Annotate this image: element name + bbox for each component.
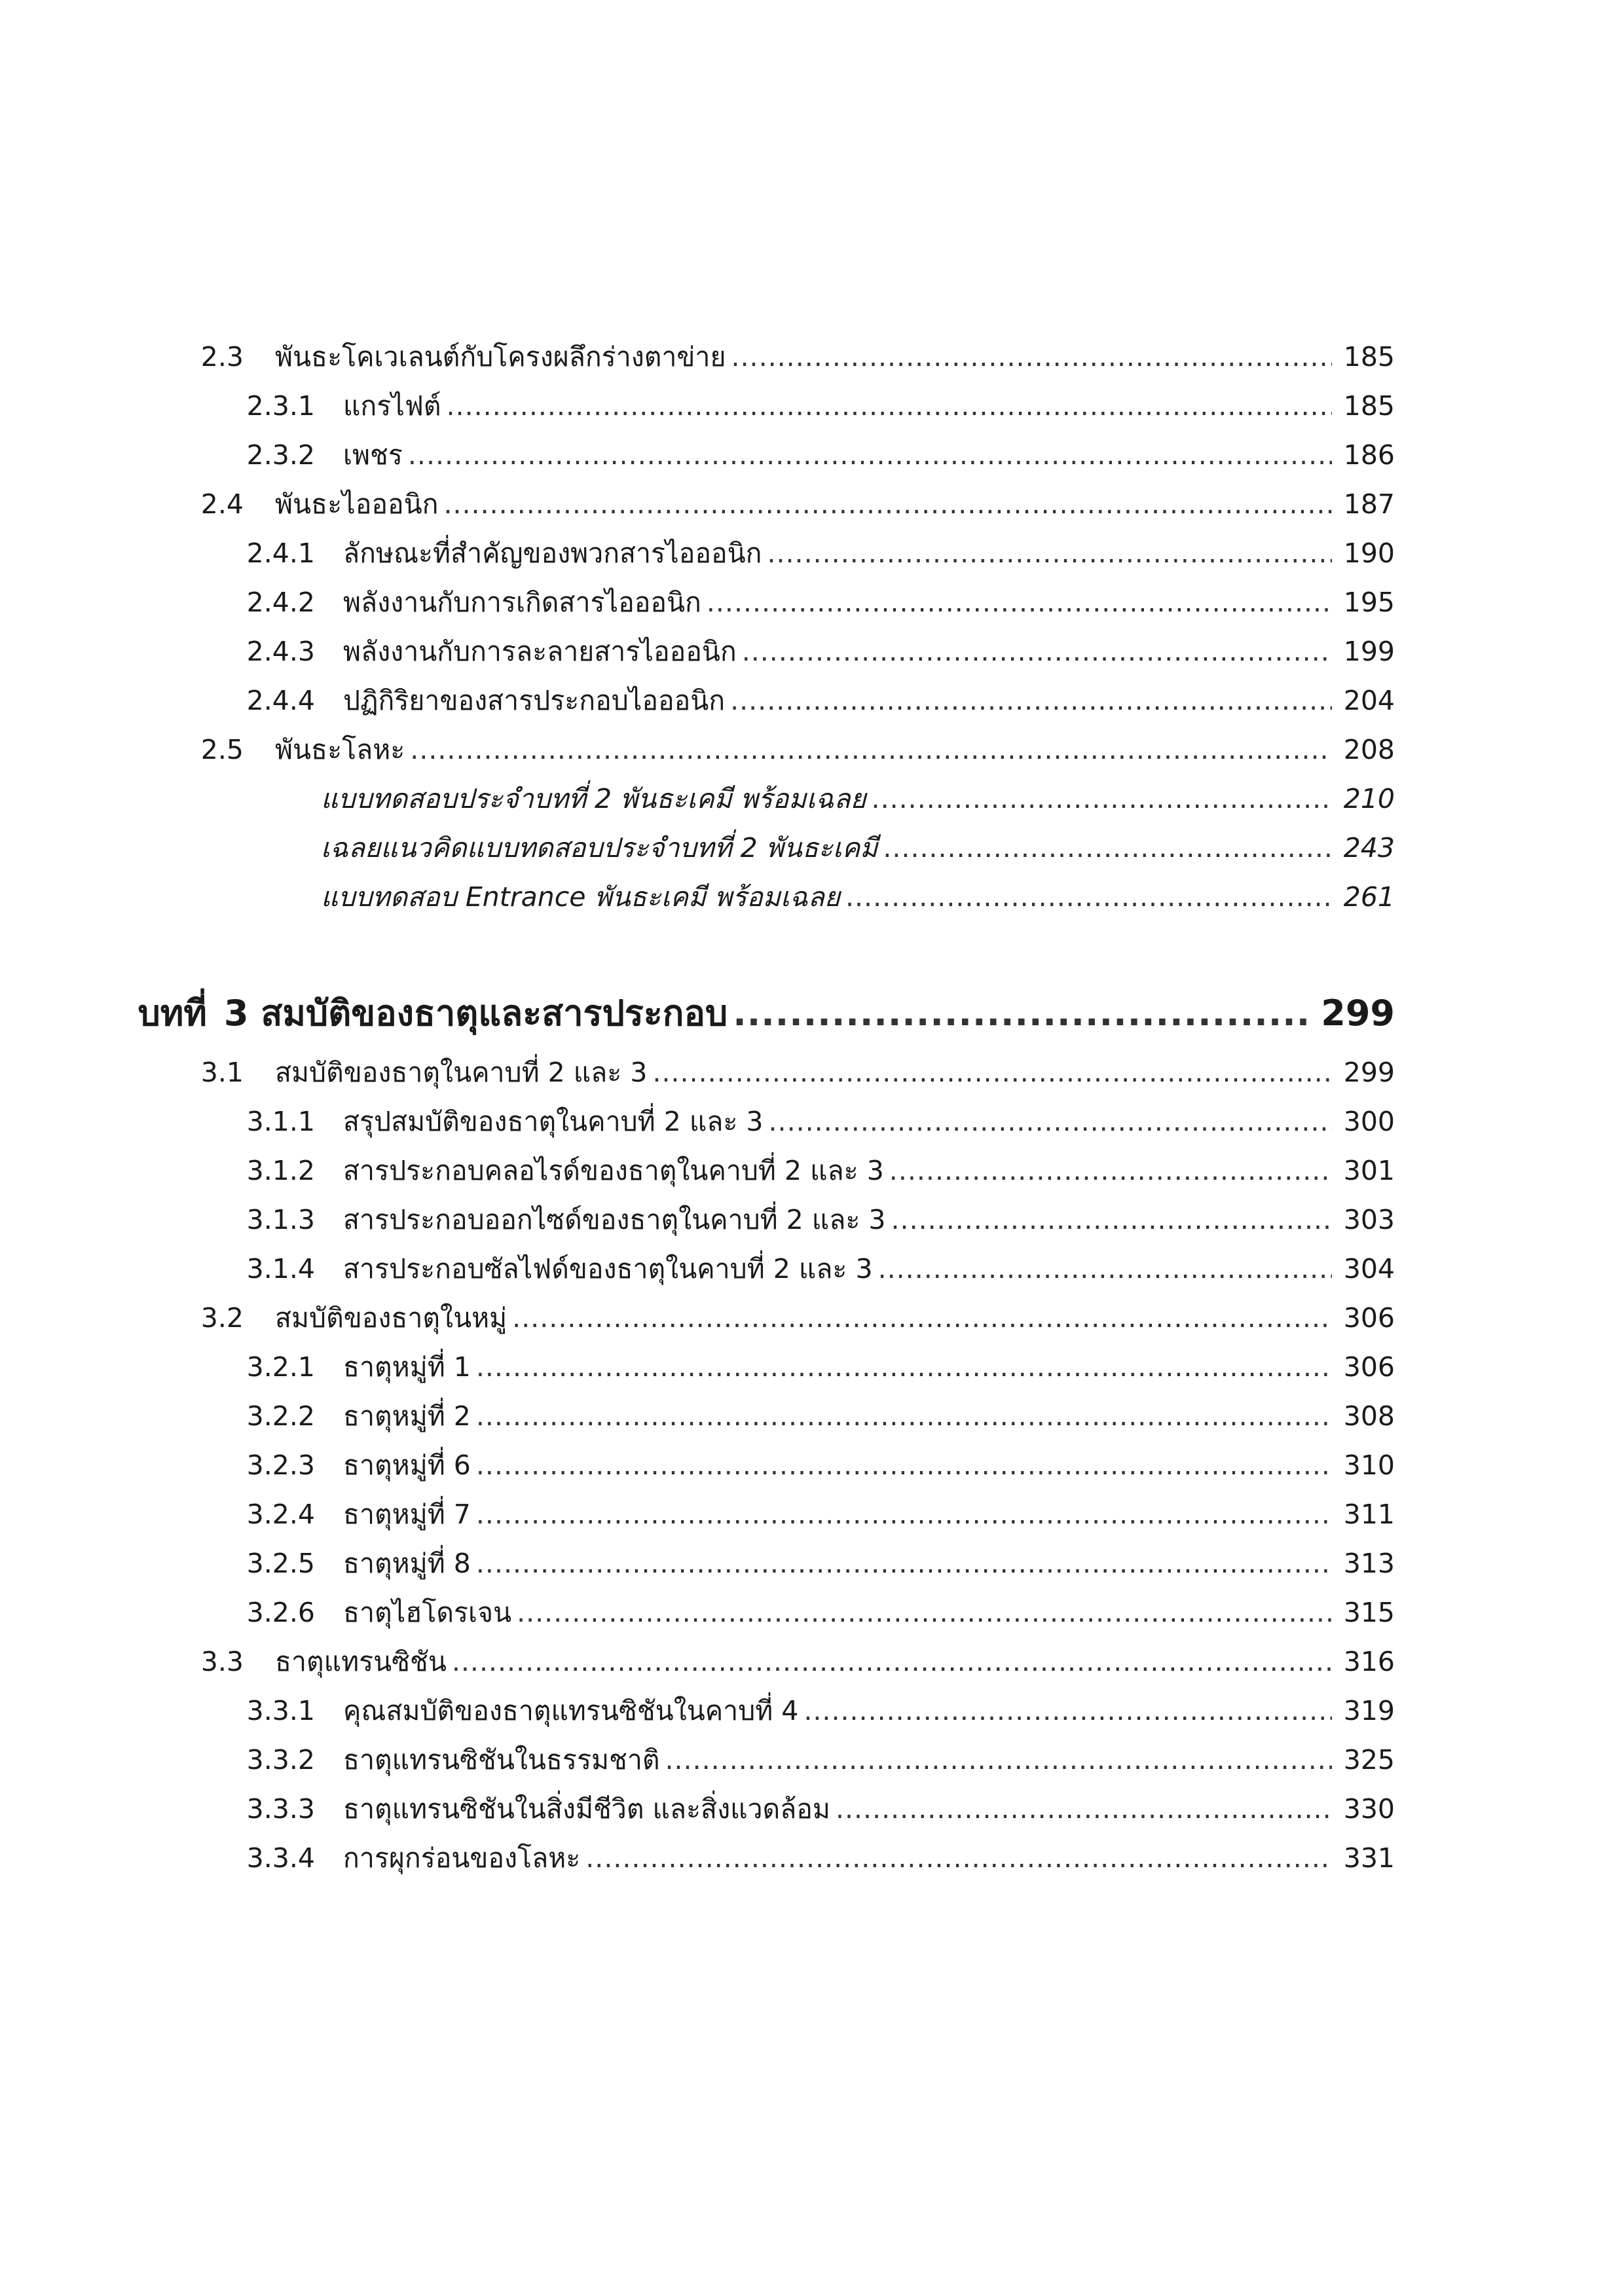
toc-entry-title: แกรไฟต์ [343,390,441,422]
toc-entry-number: 2.5 [200,734,244,765]
toc-entry-title: ธาตุหมู่ที่ 2 [343,1400,471,1432]
toc-dot-leader [476,1440,1332,1490]
toc-entry-title: แบบทดสอบ Entrance พันธะเคมี พร้อมเฉลย [321,881,840,913]
toc-dot-leader [845,872,1332,922]
toc-entry-title: พันธะไอออนิก [275,488,439,520]
toc-entry-number: 2.3.1 [246,390,315,422]
toc-entry-number: บทที่ [138,993,207,1034]
toc-entry-number: 3.2.6 [246,1597,315,1628]
toc-dot-leader [733,982,1309,1045]
toc-entry-number: 3.3.2 [246,1744,315,1776]
toc-subsection-entry [236,1146,1395,1195]
toc-entry-number: 3.2.3 [246,1449,315,1481]
toc-entry-title: สารประกอบคลอไรด์ของธาตุในคาบที่ 2 และ 3 [343,1155,884,1186]
toc-dot-leader [889,1146,1332,1195]
toc-entry-title: แบบทดสอบประจำบทที่ 2 พันธะเคมี พร้อมเฉลย [321,783,866,814]
toc-subsection-entry [236,381,1395,431]
toc-page-number: 299 [1343,1057,1395,1088]
toc-entry-title: ปฏิกิริยาของสารประกอบไอออนิก [343,685,726,716]
toc-entry-number: 3.1.2 [246,1155,315,1186]
toc-dot-leader [769,1097,1332,1146]
toc-section-entry [157,479,1395,529]
toc-subsection-entry [236,1588,1395,1637]
toc-subsection-entry [236,1097,1395,1146]
toc-entry-number: 2.4 [200,488,244,520]
toc-page-number: 208 [1343,734,1395,765]
toc-entry-number: 3.2.5 [246,1548,315,1579]
toc-subsection-entry [236,1686,1395,1736]
toc-entry-number: 3.3.4 [246,1842,315,1874]
toc-entry-number: 3.1 [200,1057,244,1088]
toc-dot-leader [476,1391,1332,1441]
toc-subsection-entry [236,627,1395,676]
toc-entry-title: พลังงานกับการละลายสารไอออนิก [343,636,737,667]
toc-page-number: 199 [1343,636,1395,667]
toc-dot-leader [476,1342,1332,1392]
toc-dot-leader [742,627,1332,676]
toc-subsection-entry [236,528,1395,578]
toc-entry-number: 3.2.1 [246,1351,315,1383]
toc-dot-leader [883,823,1331,873]
toc-entry-title: ธาตุแทรนซิชันในสิ่งมีชีวิต และสิ่งแวดล้อม [343,1793,830,1825]
toc-entry-title: ธาตุแทรนซิชัน [275,1646,447,1677]
toc-subsection-entry [236,1784,1395,1834]
toc-entry-number: 2.3.2 [246,439,315,471]
toc-entry-number: 2.4.3 [246,636,315,667]
toc-section-entry [157,332,1395,382]
toc-page-number: 308 [1343,1400,1395,1432]
toc-entry-title: พันธะโคเวเลนต์กับโครงผลึกร่างตาข่าย [275,341,726,373]
toc-entry-number: 2.4.2 [246,587,315,618]
toc-page-number: 300 [1343,1106,1395,1137]
toc-page-number: 316 [1343,1646,1395,1677]
toc-entry-number: 2.3 [200,341,244,373]
toc-entry-title: ธาตุหมู่ที่ 1 [343,1351,471,1383]
toc-entry-title: สมบัติของธาตุในหมู่ [275,1302,507,1334]
toc-dot-leader [517,1588,1332,1637]
toc-dot-leader [585,1833,1331,1883]
toc-entry-title: เฉลยแนวคิดแบบทดสอบประจำบทที่ 2 พันธะเคมี [321,832,878,864]
toc-page-number: 319 [1343,1695,1395,1726]
toc-dot-leader [652,1048,1331,1097]
toc-entry-title: การผุกร่อนของโลหะ [343,1842,581,1874]
toc-dot-leader [836,1784,1332,1834]
toc-page-number: 325 [1343,1744,1395,1776]
toc-dot-leader [408,430,1332,480]
toc-entry-title: สารประกอบออกไซด์ของธาตุในคาบที่ 2 และ 3 [343,1204,886,1235]
toc-page-number: 187 [1343,488,1395,520]
toc-page-number: 331 [1343,1842,1395,1874]
toc-exercise-entry [321,823,1395,873]
toc-subsection-entry [236,1342,1395,1392]
toc-page-number: 185 [1343,390,1395,422]
toc-entry-number: 2.4.4 [246,685,315,716]
toc-dot-leader [803,1686,1331,1736]
toc-section-entry [157,725,1395,774]
toc-entry-number: 3.3.1 [246,1695,315,1726]
toc-dot-leader [707,577,1332,627]
toc-subsection-entry [236,1195,1395,1245]
toc-entry-number: 3.2.4 [246,1499,315,1530]
toc-page-number: 306 [1343,1302,1395,1334]
toc-subsection-entry [236,1489,1395,1539]
toc-section-entry [157,1048,1395,1097]
toc-chapter-entry [117,982,1395,1045]
toc-entry-title: สรุปสมบัติของธาตุในคาบที่ 2 และ 3 [343,1106,764,1137]
toc-page-number: 299 [1321,993,1395,1034]
toc-dot-leader [410,725,1331,774]
toc-page-number: 315 [1343,1597,1395,1628]
toc-subsection-entry [236,430,1395,480]
toc-page-number: 204 [1343,685,1395,716]
toc-page-number: 304 [1343,1253,1395,1285]
toc-subsection-entry [236,1539,1395,1588]
toc-subsection-entry [236,1391,1395,1441]
toc-subsection-entry [236,577,1395,627]
toc-page-number: 306 [1343,1351,1395,1383]
toc-page-number: 185 [1343,341,1395,373]
toc-page-number: 313 [1343,1548,1395,1579]
toc-subsection-entry [236,1735,1395,1785]
toc-dot-leader [443,479,1331,529]
toc-page-number: 243 [1343,832,1395,864]
toc-entry-title: ธาตุหมู่ที่ 8 [343,1548,471,1579]
toc-dot-leader [730,676,1332,725]
toc-dot-leader [447,381,1332,431]
toc-page-number: 311 [1343,1499,1395,1530]
toc-dot-leader [878,1244,1332,1294]
toc-page-number: 301 [1343,1155,1395,1186]
toc-entry-title: ลักษณะที่สำคัญของพวกสารไอออนิก [343,538,762,569]
toc-entry-title: พันธะโลหะ [275,734,405,765]
toc-entry-number: 3.2 [200,1302,244,1334]
toc-dot-leader [512,1293,1332,1343]
toc-entry-title: สารประกอบซัลไฟด์ของธาตุในคาบที่ 2 และ 3 [343,1253,873,1285]
toc-dot-leader [476,1539,1332,1588]
toc-page-number: 261 [1343,881,1395,913]
toc-entry-title: 3 สมบัติของธาตุและสารประกอบ [224,993,728,1034]
toc-page-number: 195 [1343,587,1395,618]
toc-page-number: 190 [1343,538,1395,569]
toc-dot-leader [665,1735,1331,1785]
toc-page-number: 330 [1343,1793,1395,1825]
toc-subsection-entry [236,1244,1395,1294]
toc-entry-number: 3.1.3 [246,1204,315,1235]
toc-entry-title: ธาตุไฮโดรเจน [343,1597,512,1628]
toc-exercise-entry [321,774,1395,824]
toc-entry-title: พลังงานกับการเกิดสารไอออนิก [343,587,701,618]
toc-page-number: 186 [1343,439,1395,471]
toc-dot-leader [872,774,1332,824]
toc-entry-number: 3.1.1 [246,1106,315,1137]
toc-page-number: 210 [1343,783,1395,814]
toc-exercise-entry [321,872,1395,922]
toc-page-number: 303 [1343,1204,1395,1235]
toc-entry-title: ธาตุหมู่ที่ 7 [343,1499,471,1530]
toc-dot-leader [767,528,1331,578]
toc-entry-title: เพชร [343,439,403,471]
toc-page-number: 310 [1343,1449,1395,1481]
toc-dot-leader [452,1637,1332,1686]
toc-section-entry [157,1293,1395,1343]
toc-entry-title: สมบัติของธาตุในคาบที่ 2 และ 3 [275,1057,648,1088]
toc-dot-leader [731,332,1331,382]
toc-section-entry [157,1637,1395,1686]
toc-entry-number: 3.1.4 [246,1253,315,1285]
toc-entry-number: 3.2.2 [246,1400,315,1432]
toc-subsection-entry [236,676,1395,725]
toc-subsection-entry [236,1833,1395,1883]
toc-dot-leader [476,1489,1332,1539]
toc-subsection-entry [236,1440,1395,1490]
toc-entry-number: 2.4.1 [246,538,315,569]
toc-dot-leader [891,1195,1332,1245]
toc-entry-title: คุณสมบัติของธาตุแทรนซิชันในคาบที่ 4 [343,1695,799,1726]
toc-entry-number: 3.3 [200,1646,244,1677]
toc-entry-title: ธาตุหมู่ที่ 6 [343,1449,471,1481]
toc-entry-number: 3.3.3 [246,1793,315,1825]
toc-entry-title: ธาตุแทรนซิชันในธรรมชาติ [343,1744,660,1776]
